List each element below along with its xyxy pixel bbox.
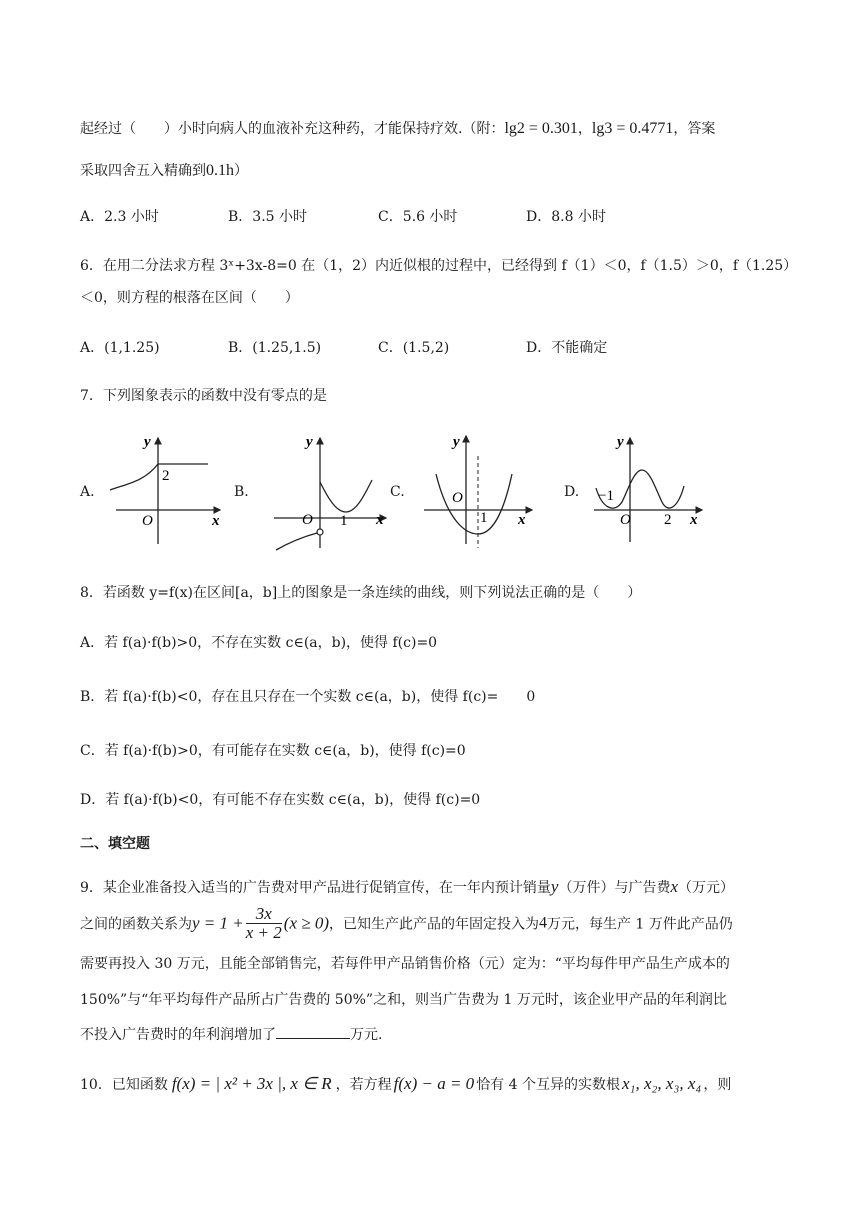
q5-precision: 0.1h (206, 162, 234, 179)
q8-stem: 8．若函数 y=f(x)在区间[a，b]上的图象是一条连续的曲线，则下列说法正确的是（ ） (80, 585, 642, 601)
origin-label: O (452, 490, 463, 506)
curve-left (276, 533, 317, 550)
q5-line1 (80, 118, 715, 138)
q9-var-y: y (550, 877, 559, 896)
q6-option-d: D．不能确定 (526, 340, 608, 356)
q8-option-b: B．若 f(a)·f(b)<0，存在且只存在一个实数 c∈(a，b)，使得 f(c)= (80, 689, 499, 705)
q8-option-b-line (80, 686, 535, 706)
q9-fixed-cost: 4 (538, 914, 547, 932)
q9-text-b: （万件）与广告费 (558, 880, 671, 896)
origin-label: O (302, 512, 313, 528)
x-label: x (518, 512, 526, 528)
curve-right (320, 480, 372, 512)
mark-1: 1 (340, 513, 348, 529)
q8-option-c: C．若 f(a)·f(b)>0，有可能存在实数 c∈(a，b)，使得 f(c)=0 (80, 743, 466, 759)
q6-option-a: A．(1,1.25) (80, 340, 160, 356)
q10-line1 (80, 1074, 731, 1094)
q9-formula-cond: (x ≥ 0) (283, 913, 329, 933)
graph-c (420, 430, 540, 552)
q5-lg3: lg3 = 0.4771 (591, 120, 674, 137)
q9-fraction (246, 905, 282, 942)
q8-option-b-tail: 0 (526, 689, 536, 705)
origin-label: O (142, 513, 153, 529)
q5-text-a: 起经过（ ）小时向病人的血液补充这种药，才能保持疗效.（附： (80, 121, 505, 137)
q10-text-a: 10．已知函数 (80, 1077, 168, 1093)
graph-b (262, 432, 392, 552)
q10-fx: f(x) = | x² + 3x |, x ∈ R (171, 1074, 332, 1093)
q9-text-c: （万元） (678, 880, 734, 896)
q10-text-d: ，则 (703, 1077, 732, 1093)
q6-line1: 6．在用二分法求方程 3ˣ+3x-8=0 在（1，2）内近似根的过程中，已经得到 f（1）＜0，f（1.5）＞0，f（1.25） (80, 258, 798, 274)
mark-1: 1 (480, 510, 488, 526)
y-label: y (453, 434, 460, 450)
q5-line2 (80, 160, 248, 180)
y-label: y (306, 434, 313, 450)
open-point (317, 529, 323, 535)
y-label: y (617, 434, 624, 450)
q9-text-a: 9．某企业准备投入适当的广告费对甲产品进行促销宣传，在一年内预计销量 (80, 880, 551, 896)
q9-frac-den: x + 2 (245, 922, 282, 942)
q9-line4: 150%”与“年平均每件产品所占广告费的 50%”之和，则当广告费为 1 万元时，该企业甲产品的年利润比 (80, 992, 727, 1008)
q5-option-d: D．8.8 小时 (526, 209, 606, 225)
q5-text-b: ，答案 (673, 121, 716, 137)
curve (436, 474, 512, 534)
q9-line2 (80, 905, 733, 942)
q5-text-c: 采取四舍五入精确到 (80, 163, 206, 179)
graph-a (100, 432, 224, 550)
q9-text-d: 之间的函数关系为 (80, 916, 192, 933)
q9-text-h: 万元. (350, 1027, 383, 1043)
section-title: 二、填空题 (80, 836, 150, 852)
q9-formula-lhs: y = 1 + (192, 913, 244, 933)
q10-text-c: 恰有 4 个互异的实数根 (476, 1077, 620, 1093)
q10-eq: f(x) − a = 0 (393, 1074, 475, 1093)
graph-d (590, 432, 710, 546)
q10-roots: x₁, x₂, x₃, x₄ (622, 1074, 702, 1093)
q9-line3: 需要再投入 30 万元，且能全部销售完，若每件甲产品销售价格（元）定为：“平均每件甲产品生产成本的 (80, 956, 730, 972)
q5-option-c: C．5.6 小时 (378, 209, 458, 225)
q5-option-b: B．3.5 小时 (228, 209, 308, 225)
q5-lg2: lg2 = 0.301 (504, 120, 578, 137)
q7-label-c: C. (390, 484, 405, 500)
q7-label-d: D. (564, 484, 580, 500)
q9-line1 (80, 877, 734, 897)
answer-blank[interactable] (276, 1024, 350, 1039)
x-label: x (690, 512, 698, 528)
q9-line5 (80, 1024, 382, 1044)
y-label: y (144, 434, 151, 450)
mark-neg1: −1 (598, 488, 614, 504)
mark-2: 2 (162, 468, 170, 484)
q9-var-x: x (670, 877, 678, 896)
q9-frac-num: 3x (246, 905, 282, 924)
q5-option-a: A．2.3 小时 (80, 209, 159, 225)
q9-text-e: ，已知生产此产品的年固定投入为 (328, 916, 539, 933)
mark-2: 2 (664, 512, 672, 528)
q10-text-b: ，若方程 (335, 1077, 392, 1093)
q9-text-g: 不投入广告费时的年利润增加了 (80, 1027, 276, 1043)
x-label: x (376, 512, 384, 528)
q8-option-a: A．若 f(a)·f(b)>0，不存在实数 c∈(a，b)，使得 f(c)=0 (80, 635, 438, 651)
q7-label-a: A. (80, 484, 95, 500)
q5-sep: ， (577, 121, 592, 137)
origin-label: O (620, 512, 631, 528)
q6-option-c: C．(1.5,2) (378, 340, 450, 356)
x-label: x (212, 513, 220, 529)
q7-stem: 7．下列图象表示的函数中没有零点的是 (80, 388, 327, 404)
curve (110, 464, 208, 490)
q7-label-b: B. (234, 484, 249, 500)
q9-text-f: 万元，每生产 1 万件此产品仍 (546, 916, 733, 933)
q6-line2: ＜0，则方程的根落在区间（ ） (80, 290, 299, 306)
q5-text-d: ） (234, 163, 248, 179)
q6-option-b: B．(1.25,1.5) (228, 340, 322, 356)
q8-option-d: D．若 f(a)·f(b)<0，有可能不存在实数 c∈(a，b)，使得 f(c)=0 (80, 792, 481, 808)
